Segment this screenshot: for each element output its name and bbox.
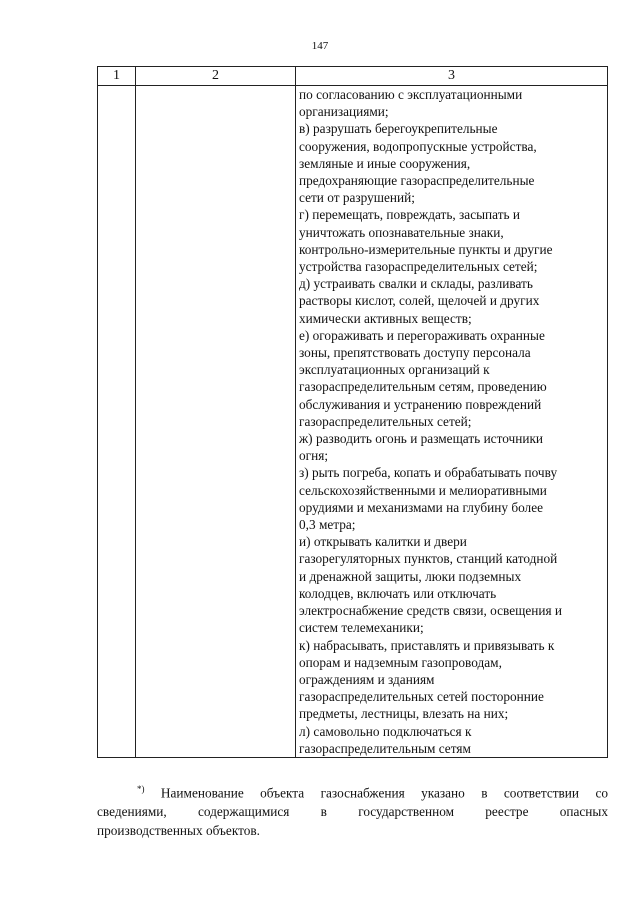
footnote-marker: *) bbox=[137, 784, 145, 794]
text-line: газораспределительным сетям bbox=[299, 740, 471, 756]
table-row bbox=[98, 86, 608, 758]
text-line: устройства газораспределительных сетей; bbox=[299, 259, 538, 275]
text-line: газораспределительным сетям, проведению bbox=[299, 379, 547, 395]
text-line: г) перемещать, повреждать, засыпать и bbox=[299, 207, 521, 223]
text-line: 0,3 метра; bbox=[299, 517, 356, 533]
text-line: химически активных веществ; bbox=[299, 310, 472, 326]
text-line: газораспределительных сетей посторонние bbox=[299, 689, 544, 705]
table-cell-col3 bbox=[296, 86, 608, 758]
footnote-line-3: производственных объектов. bbox=[97, 823, 260, 839]
text-line: систем телемеханики; bbox=[299, 620, 424, 636]
text-line: и дренажной защиты, люки подземных bbox=[299, 568, 522, 584]
text-line: земляные и иные сооружения, bbox=[299, 155, 471, 171]
text-line: обслуживания и устранению повреждений bbox=[299, 396, 542, 412]
text-line: огня; bbox=[299, 448, 329, 464]
text-line: орудиями и механизмами на глубину более bbox=[299, 499, 543, 515]
column-header-2: 2 bbox=[136, 67, 296, 86]
text-line: з) рыть погреба, копать и обрабатывать почву bbox=[299, 465, 558, 481]
text-line: зоны, препятствовать доступу персонала bbox=[299, 345, 531, 361]
text-line: предохраняющие газораспределительные bbox=[299, 173, 535, 189]
column-header-1: 1 bbox=[98, 67, 136, 86]
text-line: предметы, лестницы, влезать на них; bbox=[299, 706, 509, 722]
page-number: 147 bbox=[311, 40, 329, 52]
column-header-3: 3 bbox=[296, 67, 608, 86]
text-line: сети от разрушений; bbox=[299, 190, 415, 206]
footnote-line-1: Наименование объекта газоснабжения указано в соответствии со bbox=[160, 785, 608, 801]
text-line: л) самовольно подключаться к bbox=[299, 723, 472, 739]
restrictions-table bbox=[97, 66, 608, 758]
text-line: в) разрушать берегоукрепительные bbox=[299, 121, 498, 137]
table-header-row bbox=[98, 67, 608, 86]
text-line: колодцев, включать или отключать bbox=[299, 585, 497, 601]
footnote bbox=[97, 780, 608, 840]
text-line: сельскохозяйственными и мелиоративными bbox=[299, 482, 547, 498]
text-line: электроснабжение средств связи, освещения и bbox=[299, 603, 563, 619]
text-line: и) открывать калитки и двери bbox=[299, 534, 467, 550]
restrictions-text bbox=[299, 86, 604, 757]
text-line: контрольно-измерительные пункты и другие bbox=[299, 241, 553, 257]
text-line: организациями; bbox=[299, 104, 389, 120]
text-line: газораспределительных сетей; bbox=[299, 413, 472, 429]
text-line: ж) разводить огонь и размещать источники bbox=[299, 431, 544, 447]
text-line: по согласованию с эксплуатационными bbox=[299, 87, 523, 102]
text-line: растворы кислот, солей, щелочей и других bbox=[299, 293, 540, 309]
text-line: ограждениям и зданиям bbox=[299, 671, 435, 687]
table-cell-col1 bbox=[98, 86, 136, 758]
footnote-line-2: сведениями, содержащимися в государственном реестре опасных bbox=[97, 804, 608, 820]
text-line: сооружения, водопропускные устройства, bbox=[299, 138, 537, 154]
table-cell-col2 bbox=[136, 86, 296, 758]
text-line: уничтожать опознавательные знаки, bbox=[299, 224, 504, 240]
text-line: к) набрасывать, приставлять и привязывать к bbox=[299, 637, 555, 653]
text-line: е) огораживать и перегораживать охранные bbox=[299, 327, 545, 343]
text-line: д) устраивать свалки и склады, разливать bbox=[299, 276, 533, 292]
text-line: опорам и надземным газопроводам, bbox=[299, 654, 502, 670]
text-line: эксплуатационных организаций к bbox=[299, 362, 490, 378]
text-line: газорегуляторных пунктов, станций катодной bbox=[299, 551, 558, 567]
